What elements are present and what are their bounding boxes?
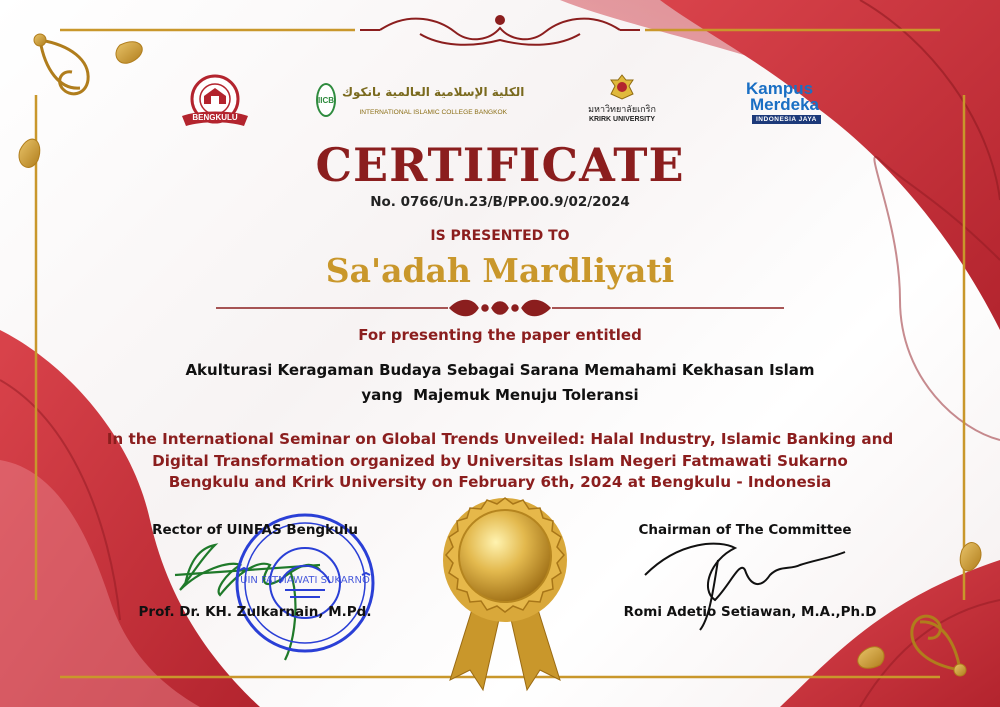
left-signatory-title: Rector of UINFAS Bengkulu <box>152 522 358 538</box>
recipient-name: Sa'adah Mardliyati <box>325 251 675 290</box>
iicb-arabic-name: الكلية الإسلامية العالمية بانكوك <box>342 84 525 99</box>
certificate-title: CERTIFICATE <box>315 138 685 192</box>
gold-seal <box>443 498 567 690</box>
certificate-number: No. 0766/Un.23/B/PP.00.9/02/2024 <box>370 194 630 210</box>
iicb-badge-icon <box>316 83 336 117</box>
name-divider <box>216 301 784 316</box>
kampus-merdeka-logo <box>746 80 836 124</box>
krirk-thai-name: มหาวิทยาลัยเกริก <box>588 104 656 115</box>
krirk-logo <box>582 70 662 126</box>
krirk-name: KRIRK UNIVERSITY <box>588 115 656 123</box>
iicb-name: INTERNATIONAL ISLAMIC COLLEGE BANGKOK <box>359 108 508 116</box>
kampus-text: Kampus <box>746 78 814 98</box>
indonesia-jaya-text: INDONESIA JAYA <box>752 115 821 124</box>
red-shape-bottom-right <box>780 560 1000 707</box>
top-ornament <box>360 16 640 45</box>
seminar-line-3: Bengkulu and Krirk University on February 6th, 2024 at Bengkulu - Indonesia <box>168 473 832 491</box>
right-signatory-name: Romi Adetio Setiawan, M.A.,Ph.D <box>623 604 877 620</box>
left-signatory-name: Prof. Dr. KH. Zulkarnain, M.Pd. <box>138 604 372 620</box>
seminar-line-1: In the International Seminar on Global Trends Unveiled: Halal Industry, Islamic Banking and <box>106 430 894 448</box>
krirk-emblem-icon <box>609 74 635 100</box>
paper-title-line-2: yang Majemuk Menuju Toleransi <box>361 386 639 404</box>
merdeka-text: Merdeka <box>750 94 819 114</box>
iicb-badge-text: IICB <box>318 95 334 105</box>
seminar-line-2: Digital Transformation organized by Universitas Islam Negeri Fatmawati Sukarno <box>152 452 848 470</box>
paper-title-line-1: Akulturasi Keragaman Budaya Sebagai Sarana Memahami Kekhasan Islam <box>185 361 815 379</box>
presented-to-label: IS PRESENTED TO <box>430 228 570 244</box>
stamp-inner-text: UIN FATMAWATI SUKARNO <box>240 575 370 586</box>
uinfas-label: BENGKULU <box>192 113 238 122</box>
uinfas-logo <box>178 74 252 130</box>
presenting-paper-label: For presenting the paper entitled <box>358 326 642 344</box>
right-signatory-title: Chairman of The Committee <box>638 522 852 538</box>
iicb-logo <box>316 78 525 122</box>
